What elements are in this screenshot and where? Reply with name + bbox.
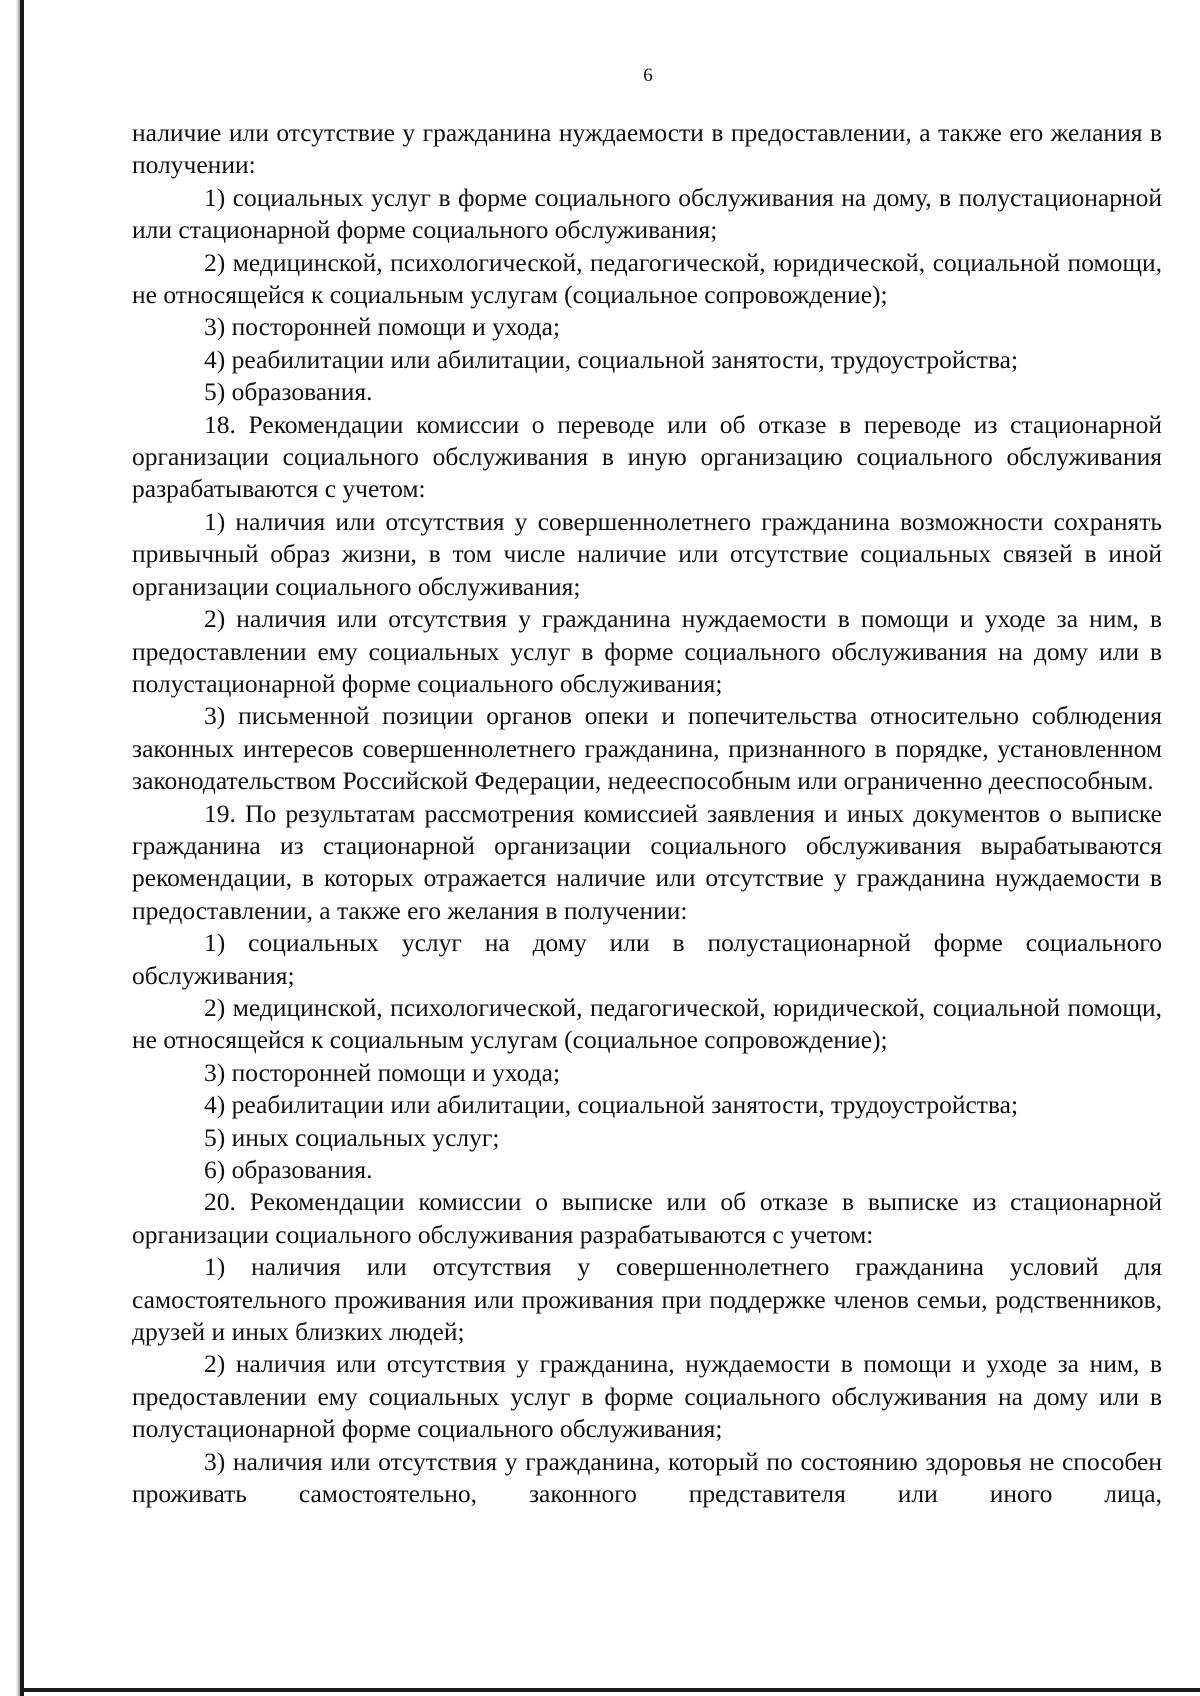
clause-19-item-3: 3) посторонней помощи и ухода;: [204, 1057, 561, 1087]
clause-20-item-2: 2) наличия или отсутствия у гражданина, нуждаемости в помощи и уходе за ним, в предоставлении ему социальных услуг в форме социального обслуживания на дому или в полустационарной форме социального обслуживания;: [132, 1349, 1162, 1444]
paragraph-continuation: наличие или отсутствие у гражданина нуждаемости в предоставлении, а также его желания в получении:: [132, 118, 1162, 180]
clause-19-item-2: 2) медицинской, психологической, педагогической, юридической, социальной помощи, не относящейся к социальным услугам (социальное сопровождение);: [132, 992, 1162, 1055]
scan-left-edge: [20, 0, 24, 1696]
document-body: [132, 117, 1162, 1510]
clause-20: 20. Рекомендации комиссии о выписке или об отказе в выписке из стационарной организации социального обслуживания разрабатываются с учетом:: [132, 1187, 1162, 1249]
list-item-1: 1) социальных услуг в форме социального обслуживания на дому, в полустационарной или стационарной форме социального обслуживания;: [132, 182, 1162, 245]
clause-19-item-6: 6) образования.: [204, 1155, 373, 1184]
list-item-2: 2) медицинской, психологической, педагогической, юридической, социальной помощи, не относящейся к социальным услугам (социальное сопровождение);: [132, 247, 1162, 310]
page-number: 6: [643, 65, 653, 86]
clause-20-item-3: 3) наличия или отсутствия у гражданина, который по состоянию здоровья не способен проживать самостоятельно, законного представителя или иного лица,: [132, 1446, 1162, 1509]
clause-18-item-3: 3) письменной позиции органов опеки и попечительства относительно соблюдения законных интересов совершеннолетнего гражданина, признанного в порядке, установленном законодательством Российской Федерации, недееспособным или ограниченно дееспособным.: [132, 701, 1162, 796]
clause-18-item-1: 1) наличия или отсутствия у совершеннолетнего гражданина возможности сохранять привычный образ жизни, в том числе наличие или отсутствие социальных связей в иной организации социального обслуживания;: [132, 506, 1162, 601]
list-item-4: 4) реабилитации или абилитации, социальной занятости, трудоустройства;: [204, 344, 1019, 374]
clause-18: 18. Рекомендации комиссии о переводе или об отказе в переводе из стационарной организации социального обслуживания в иную организацию социального обслуживания разрабатываются с учетом:: [132, 409, 1162, 504]
scan-bottom-edge: [20, 1688, 1200, 1692]
list-item-5: 5) образования.: [204, 377, 373, 407]
clause-19-item-1: 1) социальных услуг на дому или в полустационарной форме социального обслуживания;: [132, 928, 1162, 990]
clause-19-item-4: 4) реабилитации или абилитации, социальной занятости, трудоустройства;: [204, 1090, 1019, 1120]
clause-18-item-2: 2) наличия или отсутствия у гражданина нуждаемости в помощи и уходе за ним, в предоставлении ему социальных услуг в форме социального обслуживания на дому или в полустационарной форме социального обслуживания;: [132, 604, 1162, 698]
clause-19: 19. По результатам рассмотрения комиссией заявления и иных документов о выписке гражданина из стационарной организации социального обслуживания вырабатываются рекомендации, в которых отражается наличие или отсутствие у гражданина нуждаемости в предоставлении, а также его желания в получении:: [132, 798, 1162, 925]
clause-19-item-5: 5) иных социальных услуг;: [204, 1122, 500, 1152]
list-item-3: 3) посторонней помощи и ухода;: [204, 312, 561, 342]
clause-20-item-1: 1) наличия или отсутствия у совершеннолетнего гражданина условий для самостоятельного проживания или проживания при поддержке членов семьи, родственников, друзей и иных близких людей;: [132, 1252, 1162, 1347]
